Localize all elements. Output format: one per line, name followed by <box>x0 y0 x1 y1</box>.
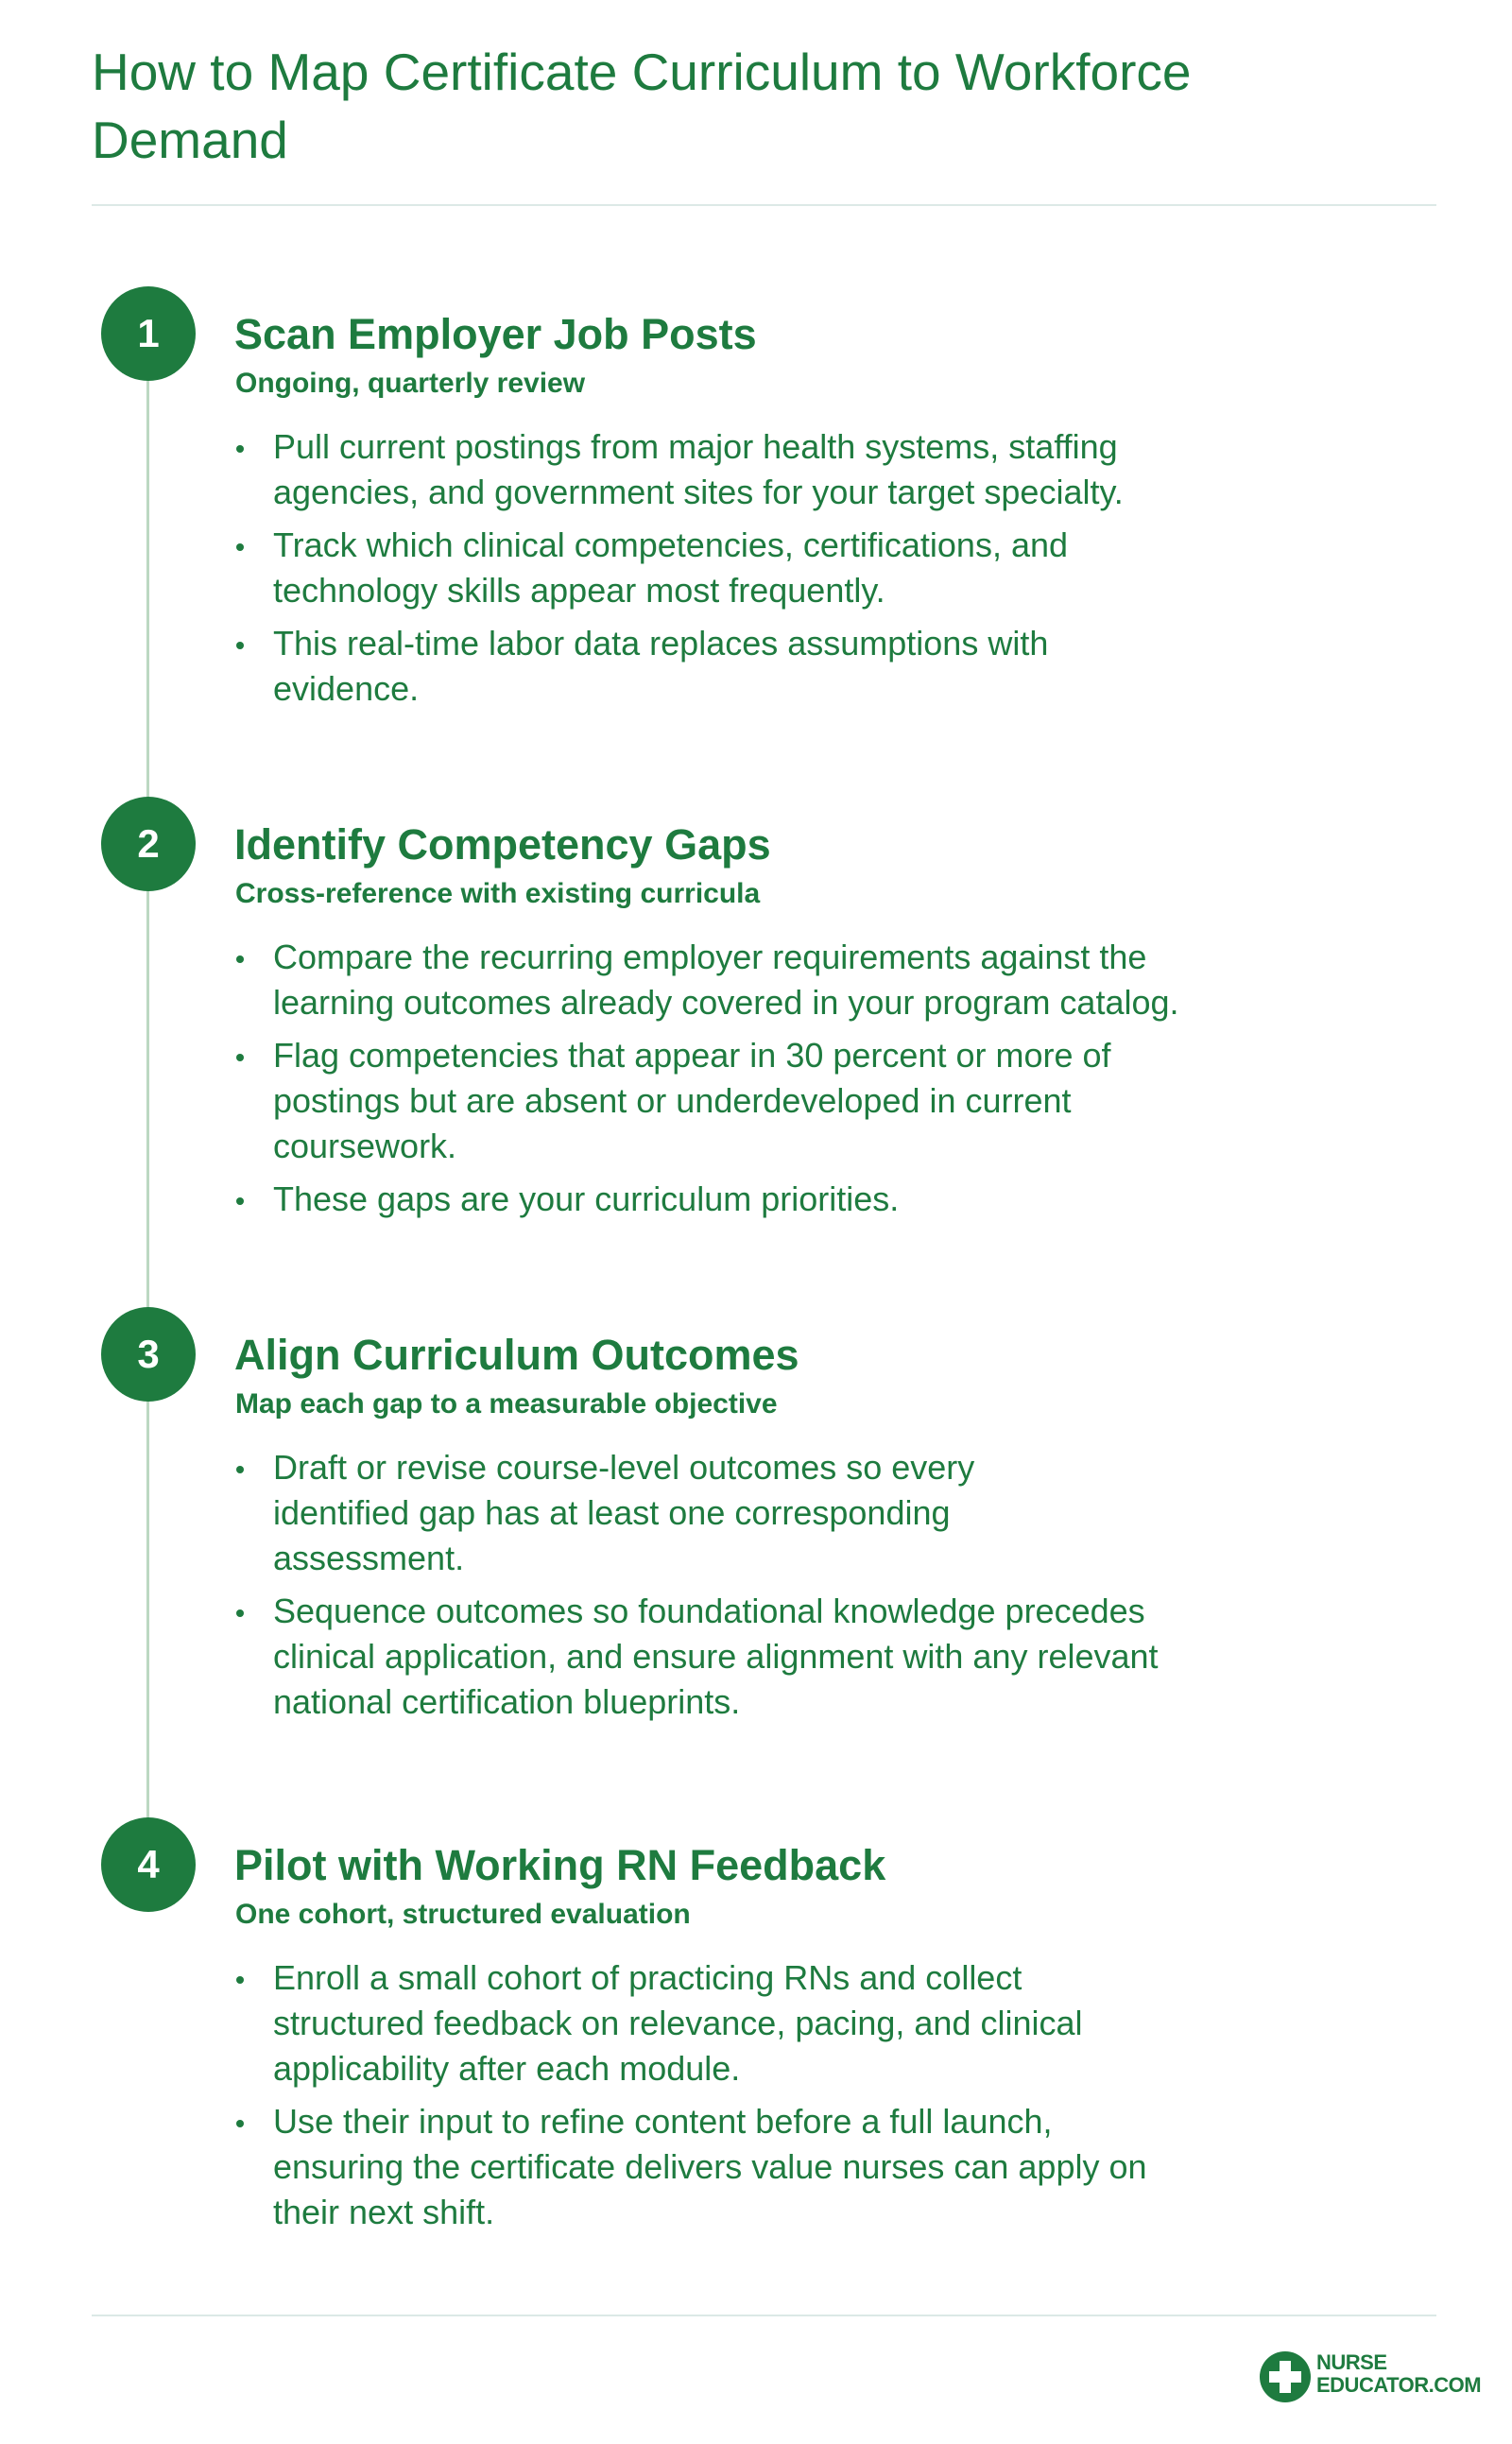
bullet-item: Draft or revise course-level outcomes so every identified gap has at least one corresponding assessment. <box>234 1445 1236 1581</box>
step-number-badge: 1 <box>101 286 196 381</box>
step-title: Scan Employer Job Posts <box>234 310 757 358</box>
medical-cross-icon <box>1260 2351 1311 2402</box>
step-bullet-list <box>234 935 1236 1230</box>
step-number-badge: 2 <box>101 797 196 891</box>
step-subtitle: Ongoing, quarterly review <box>235 368 586 399</box>
logo-wordmark <box>1316 2351 1481 2397</box>
step-bullet-list <box>234 424 1179 719</box>
bullet-item: This real-time labor data replaces assumptions with evidence. <box>234 621 1179 712</box>
bullet-item: Pull current postings from major health systems, staffing agencies, and government sites for your target specialty. <box>234 424 1179 515</box>
timeline-line <box>146 331 149 1862</box>
bullet-item: These gaps are your curriculum priorities. <box>234 1177 1236 1222</box>
step-title: Pilot with Working RN Feedback <box>234 1841 886 1889</box>
step-subtitle: Cross-reference with existing curricula <box>235 878 761 909</box>
step-title: Identify Competency Gaps <box>234 820 771 869</box>
step-number-badge: 4 <box>101 1817 196 1912</box>
bullet-item: Track which clinical competencies, certifications, and technology skills appear most frequently. <box>234 523 1179 613</box>
bullet-item: Flag competencies that appear in 30 percent or more of postings but are absent or underdeveloped in current coursework. <box>234 1033 1236 1169</box>
bullet-item: Sequence outcomes so foundational knowledge precedes clinical application, and ensure alignment with any relevant national certification blueprints. <box>234 1589 1236 1725</box>
logo-line-2: EDUCATOR.COM <box>1316 2373 1482 2397</box>
bullet-item: Enroll a small cohort of practicing RNs and collect structured feedback on relevance, pacing, and clinical applicability after each module. <box>234 1955 1160 2091</box>
logo-line-1: NURSE <box>1316 2350 1387 2374</box>
bullet-item: Use their input to refine content before a full launch, ensuring the certificate delivers value nurses can apply on their next shift. <box>234 2099 1160 2235</box>
page-title: How to Map Certificate Curriculum to Workforce Demand <box>92 43 1192 169</box>
nurse-educator-logo <box>1260 2349 1482 2406</box>
step-bullet-list <box>234 1445 1236 1732</box>
bullet-item: Compare the recurring employer requirements against the learning outcomes already covered in your program catalog. <box>234 935 1236 1025</box>
step-subtitle: One cohort, structured evaluation <box>235 1899 691 1930</box>
step-title: Align Curriculum Outcomes <box>234 1331 799 1379</box>
step-subtitle: Map each gap to a measurable objective <box>235 1388 778 1420</box>
step-bullet-list <box>234 1955 1160 2243</box>
bottom-divider <box>92 2315 1436 2316</box>
top-divider <box>92 204 1436 206</box>
step-number-badge: 3 <box>101 1307 196 1402</box>
